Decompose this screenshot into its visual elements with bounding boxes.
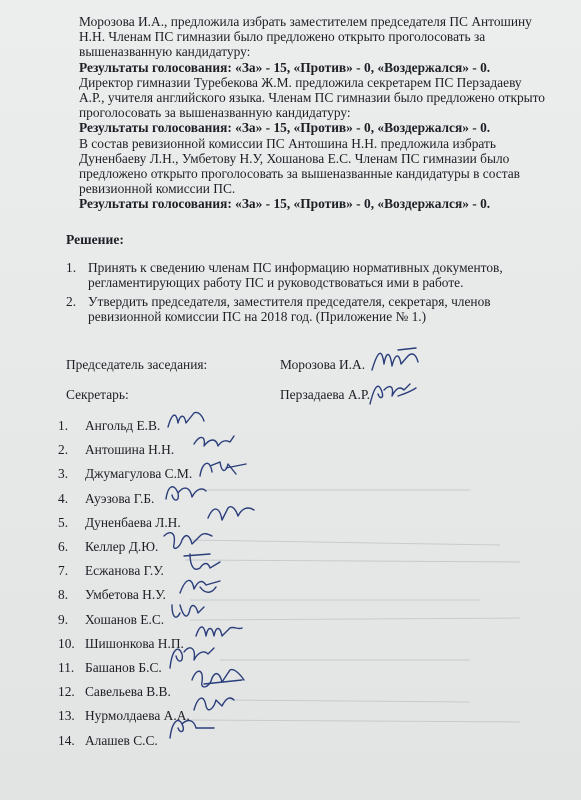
member-number: 2. — [58, 442, 69, 458]
member-name: Башанов Б.С. — [85, 659, 162, 675]
decision-number: 2. — [66, 293, 77, 309]
paragraph-secretary: Директор гимназии Туребекова Ж.М. предложила секретарем ПС Перзадаеву А.Р., учителя английского языка. Членам ПС гимназии было предложено открыто проголосовать за вышеназванную кандидатуру: — [79, 74, 546, 121]
secretary-role-label: Секретарь: — [66, 387, 129, 402]
secretary-name: Перзадаева А.Р. — [280, 387, 370, 402]
decision-text: Принять к сведению членам ПС информацию нормативных документов, регламентирующих работу ПС и руководствоваться ими в работе. — [88, 260, 503, 291]
member-name: Нурмолдаева А.А. — [85, 708, 190, 724]
member-number: 4. — [58, 490, 69, 506]
member-signature — [164, 710, 218, 744]
paragraph-deputy: Морозова И.А., предложила избрать заместителем председателя ПС Антошину Н.Н. Членам ПС гимназии было предложено открыто проголосовать за вышеназванную кандидатуру: — [79, 14, 532, 60]
chair-role-label: Председатель заседания: — [66, 357, 208, 372]
member-number: 9. — [58, 611, 69, 627]
minutes-text — [79, 14, 549, 212]
member-name: Савельева В.В. — [85, 684, 171, 700]
member-number: 6. — [58, 539, 69, 555]
paragraph-audit-commission: В состав ревизионной комиссии ПС Антошина Н.Н. предложила избрать Дуненбаеву Л.Н., Умбетову Н.У, Хошанова Е.С. Членам ПС гимназии было предложено открыто проголосовать за вышеназванные кандидатуры в состав ревизионной комиссии ПС. — [79, 135, 520, 197]
vote-result: Результаты голосования: «За» - 15, «Против» - 0, «Воздержался» - 0. — [79, 120, 491, 136]
member-number: 12. — [58, 684, 75, 700]
member-name: Джумагулова С.М. — [85, 466, 193, 482]
member-name: Ангольд Е.В. — [85, 418, 161, 434]
member-name: Есжанова Г.У. — [85, 563, 164, 579]
member-name: Шишонкова Н.П. — [85, 635, 184, 651]
member-number: 13. — [58, 708, 75, 724]
decision-item — [66, 260, 536, 291]
decision-list — [66, 260, 536, 328]
vote-result: Результаты голосования: «За» - 15, «Против» - 0, «Воздержался» - 0. — [79, 196, 491, 212]
decision-item — [66, 294, 536, 325]
member-number: 8. — [58, 587, 69, 603]
member-number: 5. — [58, 514, 69, 530]
secretary-signature — [364, 374, 420, 408]
member-name: Дуненбаева Л.Н. — [85, 514, 181, 530]
chair-name: Морозова И.А. — [280, 357, 366, 372]
chair-signature — [368, 344, 428, 378]
member-name: Умбетова Н.У. — [85, 587, 166, 603]
member-number: 7. — [58, 563, 69, 579]
member-number: 14. — [58, 732, 75, 748]
member-row — [58, 438, 318, 462]
decision-text: Утвердить председателя, заместителя председателя, секретаря, членов ревизионной комиссии ПС на 2018 год. (Приложение № 1.) — [88, 293, 491, 325]
vote-result: Результаты голосования: «За» - 15, «Против» - 0, «Воздержался» - 0. — [79, 59, 491, 75]
member-number: 3. — [58, 466, 69, 482]
member-number: 1. — [58, 418, 69, 434]
member-name: Ауэзова Г.Б. — [85, 490, 155, 506]
member-name: Антошина Н.Н. — [85, 442, 175, 458]
member-number: 11. — [58, 659, 75, 675]
decision-heading: Решение: — [66, 232, 124, 247]
decision-number: 1. — [66, 260, 77, 275]
member-name: Алашев С.С. — [85, 732, 158, 748]
member-name: Келлер Д.Ю. — [85, 539, 159, 555]
member-number: 10. — [58, 635, 75, 651]
member-name: Хошанов Е.С. — [85, 611, 165, 627]
